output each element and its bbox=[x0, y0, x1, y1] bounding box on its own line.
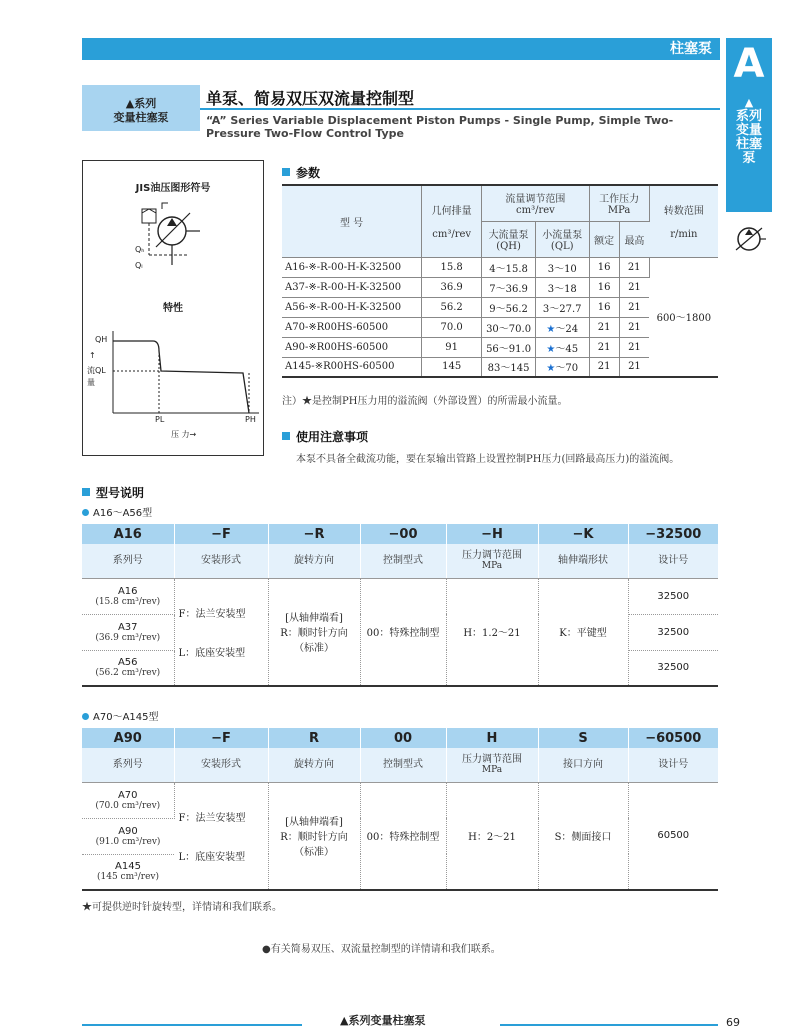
axis-qh: QH bbox=[95, 335, 108, 344]
sub-cell: 设计号 bbox=[628, 748, 718, 782]
cell-ql-val: ～70 bbox=[555, 363, 579, 375]
sub-cell: 旋转方向 bbox=[268, 748, 360, 782]
t1-label-text: A16～A56型 bbox=[93, 508, 153, 519]
t2-label bbox=[82, 708, 159, 723]
pressure-cell: H：1.2～21 bbox=[446, 578, 538, 686]
model-table-1 bbox=[82, 524, 718, 687]
shaft-cell: K：平键型 bbox=[538, 578, 628, 686]
series-disp: (70.0 cm³/rev) bbox=[95, 800, 161, 811]
cell-model: A90-※R00HS-60500 bbox=[282, 337, 422, 357]
series-name: A145 bbox=[115, 861, 141, 873]
hdr-cell: −00 bbox=[360, 524, 446, 544]
col-max: 最高 bbox=[619, 221, 649, 257]
hdr-cell: −F bbox=[174, 524, 268, 544]
rot3: （标准） bbox=[294, 847, 334, 859]
axis-pl: PL bbox=[155, 415, 165, 424]
series-cell bbox=[82, 650, 174, 686]
star-icon: ★ bbox=[546, 323, 556, 335]
sub-cell-text: 压力调节范围 bbox=[462, 549, 522, 561]
page-title: 单泵、简易双压双流量控制型 bbox=[206, 89, 415, 108]
sub-cell-text: 压力调节范围 bbox=[462, 753, 522, 765]
sub-cell: 轴伸端形状 bbox=[538, 544, 628, 578]
axis-ql: QL bbox=[95, 366, 106, 375]
cell-disp: 56.2 bbox=[422, 297, 482, 317]
characteristic-title: 特性 bbox=[163, 303, 183, 314]
control-cell: 00：特殊控制型 bbox=[360, 578, 446, 686]
control-cell: 00：特殊控制型 bbox=[360, 782, 446, 890]
cell-ql bbox=[535, 317, 589, 337]
mount-cell bbox=[174, 782, 268, 890]
cell-qh: 56～91.0 bbox=[482, 337, 536, 357]
mount-f: F：法兰安装型 bbox=[178, 608, 246, 620]
sub-cell: 旋转方向 bbox=[268, 544, 360, 578]
rot2: R：顺时针方向 bbox=[280, 628, 348, 640]
cell-disp: 91 bbox=[422, 337, 482, 357]
table-row bbox=[282, 257, 718, 277]
cell-max: 21 bbox=[619, 277, 649, 297]
design-cell: 32500 bbox=[628, 614, 718, 650]
rot2: R：顺时针方向 bbox=[280, 832, 348, 844]
col-flow bbox=[482, 185, 589, 221]
series-name: A56 bbox=[117, 657, 138, 669]
hdr-cell: −R bbox=[268, 524, 360, 544]
pressure-cell: H：2～21 bbox=[446, 782, 538, 890]
cell-max: 21 bbox=[619, 317, 649, 337]
cell-model: A16-※-R-00-H-K-32500 bbox=[282, 257, 422, 277]
sub-cell-unit: MPa bbox=[481, 764, 503, 775]
mount-l: L：底座安装型 bbox=[178, 851, 246, 863]
series-cell bbox=[82, 854, 174, 890]
cell-rated: 16 bbox=[589, 297, 619, 317]
cell-qh: 7～36.9 bbox=[482, 277, 536, 297]
cell-max: 21 bbox=[619, 337, 649, 357]
cell-disp: 145 bbox=[422, 357, 482, 377]
cell-qh: 9～56.2 bbox=[482, 297, 536, 317]
h-model: 型 号 bbox=[339, 217, 364, 229]
axis-ph: PH bbox=[245, 415, 256, 424]
params-heading bbox=[282, 164, 320, 181]
model-heading bbox=[82, 484, 144, 501]
sub-cell: 系列号 bbox=[82, 748, 174, 782]
hdr-cell: −K bbox=[538, 524, 628, 544]
side-text: 柱塞 bbox=[735, 137, 762, 152]
rot1: [从轴伸端看] bbox=[285, 613, 343, 625]
sub-cell: 安装形式 bbox=[174, 748, 268, 782]
cell-model: A37-※-R-00-H-K-32500 bbox=[282, 277, 422, 297]
series-disp: (15.8 cm³/rev) bbox=[95, 596, 161, 607]
side-strip bbox=[726, 90, 772, 212]
square-bullet-icon bbox=[282, 168, 290, 176]
axis-flow-label: 流 bbox=[87, 366, 95, 375]
h-qh: 大流量泵 bbox=[488, 230, 529, 241]
category-bar bbox=[82, 38, 720, 60]
hdr-cell: −60500 bbox=[628, 728, 718, 748]
hdr-cell: −H bbox=[446, 524, 538, 544]
h-press: 工作压力 bbox=[599, 194, 640, 206]
series-disp: (145 cm³/rev) bbox=[97, 872, 159, 883]
sub-cell: 接口方向 bbox=[538, 748, 628, 782]
caution-heading-text: 使用注意事项 bbox=[296, 430, 369, 444]
series-name: A16 bbox=[117, 585, 138, 597]
sub-cell: 控制型式 bbox=[360, 544, 446, 578]
sub-cell: 控制型式 bbox=[360, 748, 446, 782]
axis-flow-label: 量 bbox=[87, 378, 95, 387]
model-heading-text: 型号说明 bbox=[96, 486, 145, 500]
mount-l: L：底座安装型 bbox=[178, 647, 246, 659]
series-name: A37 bbox=[117, 621, 138, 633]
design-cell: 60500 bbox=[628, 782, 718, 890]
mount-f: F：法兰安装型 bbox=[178, 812, 246, 824]
h-disp: 几何排量 bbox=[431, 206, 472, 218]
series-name: A90 bbox=[118, 825, 138, 837]
series-name: A70 bbox=[117, 789, 138, 801]
series-box bbox=[82, 85, 200, 131]
page-subtitle-en: “A” Series Variable Displacement Piston Pumps - Single Pump, Simple Two-Pressure Two-Flow Control Type bbox=[206, 114, 674, 140]
footer-line-left bbox=[82, 1024, 302, 1026]
params-heading-text: 参数 bbox=[296, 166, 321, 180]
series-cell bbox=[82, 614, 174, 650]
rot1: [从轴伸端看] bbox=[285, 817, 343, 829]
qh-label: Qₕ bbox=[135, 245, 145, 254]
logo-icon: ▲ bbox=[125, 97, 135, 110]
section-tab: A bbox=[726, 38, 772, 90]
caution-text: 本泵不具备全截流功能，要在泵输出管路上设置控制PH压力(回路最高压力)的溢流阀。 bbox=[296, 454, 680, 465]
t2-label-text: A70～A145型 bbox=[93, 712, 159, 723]
cell-ql bbox=[535, 357, 589, 377]
side-text: 变量 bbox=[735, 123, 762, 138]
series-line1: 系列 bbox=[134, 97, 157, 110]
cell-ql bbox=[535, 337, 589, 357]
footer-brand-text: 系列变量柱塞泵 bbox=[348, 1014, 426, 1027]
model-table-2 bbox=[82, 728, 718, 891]
port-cell: S：侧面接口 bbox=[538, 782, 628, 890]
col-press bbox=[589, 185, 649, 221]
model-note-text: ★可提供逆时针旋转型，详情请和我们联系。 bbox=[82, 902, 282, 913]
pump-symbol-icon bbox=[732, 222, 766, 256]
sub-cell bbox=[446, 748, 538, 782]
star-icon: ★ bbox=[546, 343, 556, 355]
rotation-cell bbox=[268, 578, 360, 686]
star-icon: ★ bbox=[546, 363, 556, 375]
col-speed bbox=[649, 185, 718, 257]
cell-disp: 70.0 bbox=[422, 317, 482, 337]
cell-qh: 83～145 bbox=[482, 357, 536, 377]
col-qh bbox=[482, 221, 536, 257]
h-speed: 转数范围 bbox=[663, 206, 704, 218]
caution-heading bbox=[282, 428, 368, 445]
model-note bbox=[82, 898, 282, 913]
cell-disp: 15.8 bbox=[422, 257, 482, 277]
sub-cell bbox=[446, 544, 538, 578]
col-ql bbox=[535, 221, 589, 257]
h-ql: 小流量泵 bbox=[542, 230, 583, 241]
params-table bbox=[282, 184, 718, 378]
axis-arrow-up: ↑ bbox=[89, 351, 96, 360]
footer-brand bbox=[340, 1012, 425, 1028]
t1-label bbox=[82, 504, 152, 519]
cell-qh: 4～15.8 bbox=[482, 257, 536, 277]
cell-disp: 36.9 bbox=[422, 277, 482, 297]
hdr-cell: A90 bbox=[82, 728, 174, 748]
page-number: 69 bbox=[726, 1016, 740, 1029]
params-note: 注）★是控制PH压力用的溢流阀（外部设置）的所需最小流量。 bbox=[282, 396, 568, 407]
cell-model: A145-※R00HS-60500 bbox=[282, 357, 422, 377]
hydraulic-symbol-icon bbox=[128, 199, 208, 269]
cell-ql: 3～27.7 bbox=[535, 297, 589, 317]
side-text: 系列 bbox=[735, 109, 762, 124]
footer-line-right bbox=[500, 1024, 718, 1026]
hdr-cell: 00 bbox=[360, 728, 446, 748]
sub-cell: 安装形式 bbox=[174, 544, 268, 578]
title-underline bbox=[200, 108, 720, 110]
design-cell: 32500 bbox=[628, 650, 718, 686]
h-ql2: (QL) bbox=[550, 241, 574, 252]
hdr-cell: S bbox=[538, 728, 628, 748]
series-line2: 变量柱塞泵 bbox=[113, 111, 169, 124]
hdr-cell: R bbox=[268, 728, 360, 748]
axis-pressure-label: 压 力→ bbox=[171, 430, 197, 439]
square-bullet-icon bbox=[282, 432, 290, 440]
h-flow-unit: cm³/rev bbox=[516, 205, 555, 217]
cell-rated: 21 bbox=[589, 337, 619, 357]
rot3: （标准） bbox=[294, 643, 334, 655]
series-cell bbox=[82, 578, 174, 614]
ql-label: Qₗ bbox=[135, 261, 143, 270]
h-qh2: (QH) bbox=[496, 241, 521, 252]
series-cell bbox=[82, 818, 174, 854]
cell-rated: 21 bbox=[589, 357, 619, 377]
design-cell: 32500 bbox=[628, 578, 718, 614]
category-label: 柱塞泵 bbox=[670, 41, 712, 57]
rotation-cell bbox=[268, 782, 360, 890]
hdr-cell: A16 bbox=[82, 524, 174, 544]
cell-qh: 30～70.0 bbox=[482, 317, 536, 337]
cell-rated: 16 bbox=[589, 277, 619, 297]
jis-symbol-box bbox=[82, 160, 264, 456]
col-rated: 额定 bbox=[589, 221, 619, 257]
sub-cell: 设计号 bbox=[628, 544, 718, 578]
h-speed-unit: r/min bbox=[670, 229, 698, 241]
cell-ql: 3～18 bbox=[535, 277, 589, 297]
col-disp bbox=[422, 185, 482, 257]
cell-ql-val: ～45 bbox=[555, 343, 579, 355]
cell-model: A56-※-R-00-H-K-32500 bbox=[282, 297, 422, 317]
cell-ql: 3～10 bbox=[535, 257, 589, 277]
cell-ql-val: ～24 bbox=[555, 323, 579, 335]
hdr-cell: H bbox=[446, 728, 538, 748]
series-disp: (36.9 cm³/rev) bbox=[95, 632, 161, 643]
h-press-unit: MPa bbox=[607, 205, 631, 217]
dot-bullet-icon bbox=[82, 713, 89, 720]
jis-title: JIS油压图形符号 bbox=[135, 183, 211, 194]
cell-max: 21 bbox=[619, 357, 649, 377]
bottom-note: ●有关简易双压、双流量控制型的详情请和我们联系。 bbox=[262, 944, 501, 955]
series-disp: (56.2 cm³/rev) bbox=[95, 668, 161, 679]
h-flow: 流量调节范围 bbox=[505, 194, 566, 206]
cell-max: 21 bbox=[619, 297, 649, 317]
side-text: 泵 bbox=[742, 151, 756, 166]
square-bullet-icon bbox=[82, 488, 90, 496]
h-disp-unit: cm³/rev bbox=[432, 229, 472, 241]
cell-rated: 16 bbox=[589, 257, 619, 277]
hdr-cell: −F bbox=[174, 728, 268, 748]
dot-bullet-icon bbox=[82, 509, 89, 516]
cell-speed: 600～1800 bbox=[649, 257, 718, 377]
hdr-cell: −32500 bbox=[628, 524, 718, 544]
cell-max: 21 bbox=[619, 257, 649, 277]
sub-cell: 系列号 bbox=[82, 544, 174, 578]
series-disp: (91.0 cm³/rev) bbox=[95, 836, 161, 847]
sub-cell-unit: MPa bbox=[481, 560, 503, 571]
mount-cell bbox=[174, 578, 268, 686]
cell-model: A70-※R00HS-60500 bbox=[282, 317, 422, 337]
series-cell bbox=[82, 782, 174, 818]
col-model bbox=[282, 185, 422, 257]
logo-icon: ▲ bbox=[744, 96, 754, 109]
logo-icon: ▲ bbox=[340, 1014, 349, 1027]
cell-rated: 21 bbox=[589, 317, 619, 337]
